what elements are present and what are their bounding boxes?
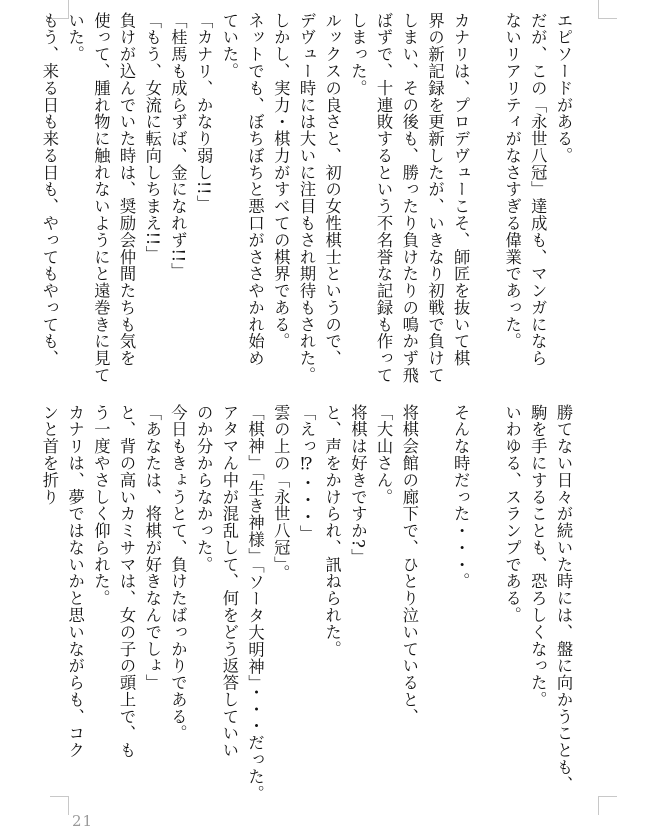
text-line: 雲の上の「永世八冠」。 bbox=[271, 404, 291, 582]
text-line: カナリは、プロデヴューこそ、師匠を抜いて棋 bbox=[451, 12, 471, 367]
text-line: のか分からなかった。 bbox=[194, 404, 214, 573]
text-line: 「もう、女流に転向しちまえ!!」 bbox=[142, 12, 162, 263]
text-line: う一度やさしく仰られた。 bbox=[91, 404, 111, 607]
text-line bbox=[422, 404, 448, 796]
text-line: 使って、腫れ物に触れないようにと遠巻きに見て bbox=[91, 12, 111, 384]
text-line: 負けが込んでいた時は、奨励会仲間たちも気を bbox=[117, 12, 137, 367]
text-line: ンと首を折り bbox=[39, 404, 59, 506]
text-line: 「カナリ、かなり弱し!!」 bbox=[194, 12, 214, 213]
crop-mark-top-right bbox=[598, 0, 617, 19]
text-line: と、声をかけられ、訊ねられた。 bbox=[322, 404, 342, 658]
text-line: 「大山さん。 bbox=[374, 404, 394, 506]
text-line: ないリアリティがなさすぎる偉業であった。 bbox=[502, 12, 522, 350]
text-line: しかし、実力・棋力がすべての棋界である。 bbox=[271, 12, 291, 350]
text-line: 「桂馬も成らずば、金になれず!!」 bbox=[168, 12, 188, 280]
lower-text-block bbox=[36, 404, 576, 802]
text-line: エピソードがある。 bbox=[554, 12, 573, 165]
text-line: 今日もきょうとて、負けたばっかりである。 bbox=[168, 404, 188, 742]
text-line: デヴュー時には大いに注目もされ期待もされた。 bbox=[296, 12, 316, 384]
text-line: 勝てない日々が続いた時には、盤に向かうことも、 bbox=[554, 404, 573, 793]
crop-mark-bottom-right bbox=[598, 796, 617, 815]
text-line bbox=[473, 404, 499, 796]
text-line: そんな時だった・・・。 bbox=[451, 404, 471, 590]
text-line: しまい、その後も、勝ったり負けたりの鳴かず飛 bbox=[399, 12, 419, 384]
text-line: 駒を手にすることも、恐ろしくなった。 bbox=[528, 404, 548, 709]
text-line: 「棋神」「生き神様」「ソータ大明神」・・・だった。 bbox=[245, 404, 265, 802]
text-line: 「あなたは、将棋が好きなんでしょ」 bbox=[142, 404, 162, 692]
text-line: 将棋会館の廊下で、ひとり泣いていると、 bbox=[399, 404, 419, 725]
text-line: もう、来る日も来る日も、やってもやっても、 bbox=[39, 12, 59, 367]
text-line: ネットでも、ぼちぼちと悪口がささやかれ始め bbox=[245, 12, 265, 367]
text-line: 「えっ⁉・・・」 bbox=[296, 404, 316, 542]
text-line: ルックスの良さと、初の女性棋士というので、 bbox=[322, 12, 342, 367]
text-line: ばずで、十連敗するという不名誉な記録も作って bbox=[374, 12, 394, 384]
crop-mark-bottom-left bbox=[50, 796, 69, 815]
text-line: 将棋は好きですか?」 bbox=[348, 404, 368, 566]
text-line: いわゆる、スランプである。 bbox=[502, 404, 522, 624]
text-line: と、背の高いカミサマは、女の子の頭上で、も bbox=[117, 404, 137, 759]
text-line: 界の新記録を更新したが、いきなり初戦で負けて bbox=[425, 12, 445, 384]
text-line: カナリは、夢ではないかと思いながらも、コク bbox=[65, 404, 85, 759]
text-line: ていた。 bbox=[219, 12, 239, 80]
text-line: しまった。 bbox=[348, 12, 368, 97]
text-line: いた。 bbox=[65, 12, 85, 63]
upper-text-block bbox=[36, 12, 576, 392]
text-line: だが、この「永世八冠」達成も、マンガになら bbox=[528, 12, 548, 367]
text-line: アタマん中が混乱して、何をどう返答していい bbox=[219, 404, 239, 759]
text-line bbox=[473, 12, 499, 392]
page-number: 21 bbox=[72, 812, 94, 830]
